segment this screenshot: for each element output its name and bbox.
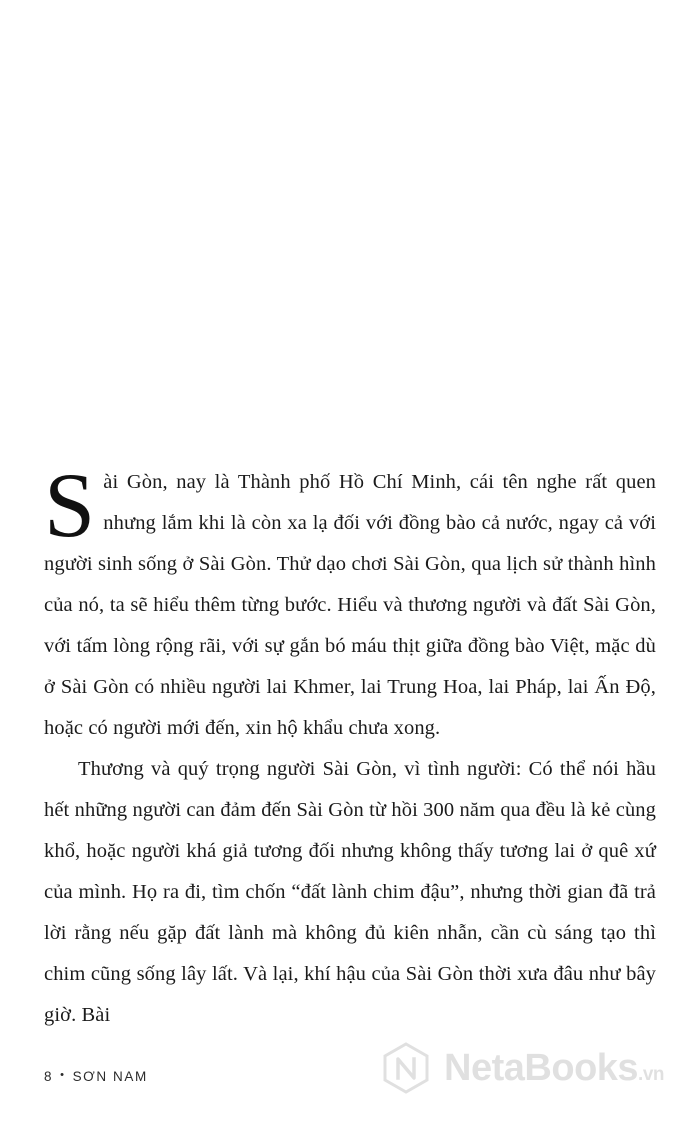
watermark-text [444, 1049, 664, 1087]
running-head-author: SƠN NAM [72, 1069, 148, 1084]
watermark-tld: .vn [638, 1064, 664, 1085]
page-body [44, 454, 656, 1036]
page-number: 8 [44, 1069, 54, 1084]
watermark-brand: NetaBooks [444, 1047, 639, 1089]
drop-cap: S [44, 454, 96, 556]
paragraph-1-text: ài Gòn, nay là Thành phố Hồ Chí Minh, cái tên nghe rất quen nhưng lắm khi là còn xa lạ đối với đồng bào cả nước, ngay cả với người sinh sống ở Sài Gòn. Thử dạo chơi Sài Gòn, qua lịch sử thành hình của nó, ta sẽ hiểu thêm từng bước. Hiểu và thương người và đất Sài Gòn, với tấm lòng rộng rãi, với sự gắn bó máu thịt giữa đồng bào Việt, mặc dù ở Sài Gòn có nhiều người lai Khmer, lai Trung Hoa, lai Pháp, lai Ấn Độ, hoặc có người mới đến, xin hộ khẩu chưa xong. [44, 471, 656, 739]
hexagon-n-logo-icon [380, 1042, 432, 1094]
watermark [380, 1042, 664, 1094]
page-footer [44, 1069, 148, 1084]
paragraph-2: Thương và quý trọng người Sài Gòn, vì tình người: Có thể nói hầu hết những người can đảm đến Sài Gòn từ hồi 300 năm qua đều là kẻ cùng khổ, hoặc người khá giả tương đối nhưng không thấy tương lai ở quê xứ của mình. Họ ra đi, tìm chốn “đất lành chim đậu”, nhưng thời gian đã trả lời rằng nếu gặp đất lành mà không đủ kiên nhẫn, cần cù sáng tạo thì chim cũng sống lây lất. Và lại, khí hậu của Sài Gòn thời xưa đâu như bây giờ. Bài [44, 758, 656, 1026]
footer-separator: • [60, 1069, 66, 1081]
paragraph-1 [44, 454, 656, 749]
